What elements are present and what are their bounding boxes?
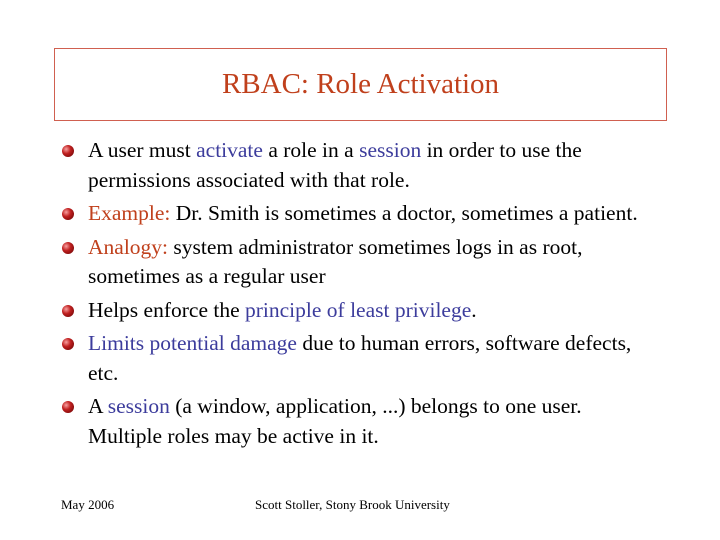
bullet-text: a role in a: [262, 138, 360, 162]
bullet-icon: [62, 208, 74, 220]
bullet-icon: [62, 305, 74, 317]
footer-date: May 2006: [61, 497, 115, 512]
footer-author: Scott Stoller, Stony Brook University: [255, 497, 450, 512]
bullet-text: (a window, application, ...) belongs to one user. Multiple roles may be active in it.: [88, 394, 582, 448]
bullet-item: [60, 329, 660, 388]
bullet-item: [60, 233, 660, 292]
highlighted-term: principle of least privilege: [245, 297, 472, 322]
title-box: [54, 48, 667, 121]
bullet-item: [60, 199, 660, 229]
bullet-text: .: [471, 297, 477, 322]
bullet-text: Dr. Smith is sometimes a doctor, sometimes a patient.: [170, 201, 638, 225]
bullet-item: [60, 296, 660, 326]
bullet-item: [60, 136, 660, 195]
highlighted-term: session: [359, 138, 422, 162]
bullet-icon: [62, 338, 74, 350]
bullet-icon: [62, 401, 74, 413]
highlighted-term: Example:: [88, 201, 171, 225]
bullet-text: Helps enforce the: [88, 297, 245, 322]
bullet-icon: [62, 145, 74, 157]
bullet-item: [60, 392, 660, 451]
bullet-text: due to human errors, software defects, etc.: [88, 331, 632, 385]
bullet-text: A user must: [88, 138, 197, 162]
highlighted-term: session: [107, 394, 170, 418]
highlighted-term: Analogy:: [88, 234, 169, 259]
bullet-text: in order to use the permissions associated with that role.: [88, 138, 582, 192]
highlighted-term: activate: [196, 138, 263, 162]
bullet-text: system administrator sometimes logs in as root, sometimes as a regular user: [88, 234, 583, 288]
slide-title: RBAC: Role Activation: [221, 68, 500, 100]
bullet-icon: [62, 242, 74, 254]
highlighted-term: Limits potential damage: [88, 331, 297, 355]
bullet-list: [60, 136, 660, 455]
bullet-text: A: [88, 394, 108, 418]
